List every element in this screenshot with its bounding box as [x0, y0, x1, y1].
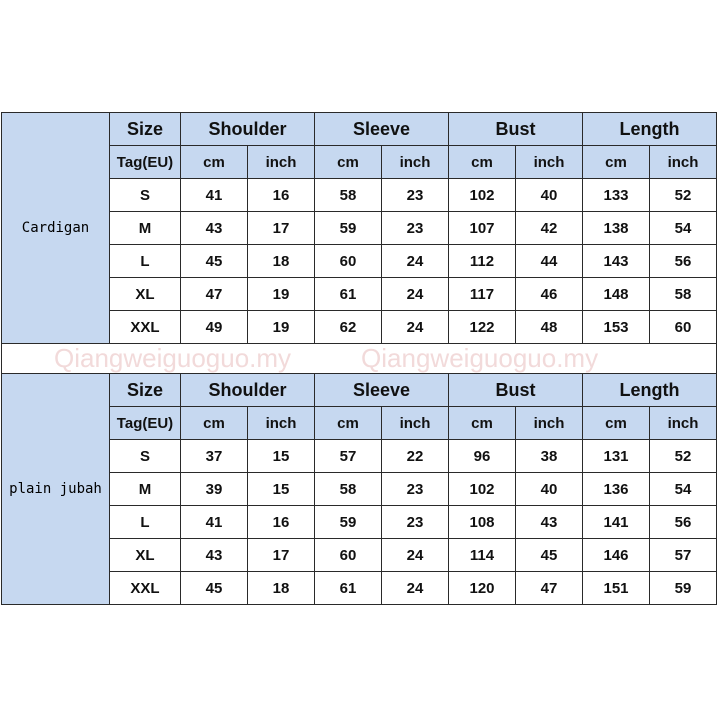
value-cell: 133: [583, 179, 650, 212]
value-cell: 24: [382, 539, 449, 572]
value-cell: 45: [516, 539, 583, 572]
value-cell: 40: [516, 473, 583, 506]
unit-cell: cm: [449, 407, 516, 440]
value-cell: 61: [315, 572, 382, 605]
value-cell: 15: [248, 473, 315, 506]
size-cell: XXL: [110, 572, 181, 605]
value-cell: 122: [449, 311, 516, 344]
value-cell: 120: [449, 572, 516, 605]
value-cell: 148: [583, 278, 650, 311]
value-cell: 146: [583, 539, 650, 572]
value-cell: 37: [181, 440, 248, 473]
unit-cell: inch: [516, 146, 583, 179]
size-cell: L: [110, 245, 181, 278]
unit-cell: cm: [449, 146, 516, 179]
value-cell: 117: [449, 278, 516, 311]
value-cell: 56: [650, 506, 717, 539]
value-cell: 112: [449, 245, 516, 278]
header-bust: Bust: [449, 113, 583, 146]
value-cell: 57: [315, 440, 382, 473]
category-label-plain-jubah: plain jubah: [2, 374, 110, 605]
unit-cell: inch: [248, 146, 315, 179]
unit-cell: cm: [315, 146, 382, 179]
unit-cell: cm: [181, 146, 248, 179]
value-cell: 102: [449, 179, 516, 212]
value-cell: 40: [516, 179, 583, 212]
value-cell: 141: [583, 506, 650, 539]
value-cell: 43: [516, 506, 583, 539]
value-cell: 56: [650, 245, 717, 278]
value-cell: 43: [181, 212, 248, 245]
value-cell: 24: [382, 311, 449, 344]
value-cell: 58: [650, 278, 717, 311]
value-cell: 54: [650, 212, 717, 245]
value-cell: 16: [248, 179, 315, 212]
value-cell: 102: [449, 473, 516, 506]
size-cell: M: [110, 473, 181, 506]
header-sleeve: Sleeve: [315, 374, 449, 407]
value-cell: 46: [516, 278, 583, 311]
value-cell: 43: [181, 539, 248, 572]
value-cell: 153: [583, 311, 650, 344]
value-cell: 22: [382, 440, 449, 473]
value-cell: 151: [583, 572, 650, 605]
unit-tag: Tag(EU): [110, 146, 181, 179]
unit-cell: inch: [248, 407, 315, 440]
value-cell: 96: [449, 440, 516, 473]
size-cell: S: [110, 440, 181, 473]
value-cell: 16: [248, 506, 315, 539]
unit-cell: inch: [650, 407, 717, 440]
value-cell: 24: [382, 245, 449, 278]
value-cell: 58: [315, 473, 382, 506]
watermark-text: Qiangweiguoguo.my: [361, 343, 599, 373]
value-cell: 23: [382, 179, 449, 212]
unit-tag: Tag(EU): [110, 407, 181, 440]
header-bust: Bust: [449, 374, 583, 407]
value-cell: 143: [583, 245, 650, 278]
value-cell: 52: [650, 440, 717, 473]
value-cell: 24: [382, 278, 449, 311]
watermark-text: Qiangweiguoguo.my: [54, 343, 292, 373]
value-cell: 39: [181, 473, 248, 506]
unit-cell: cm: [583, 146, 650, 179]
value-cell: 136: [583, 473, 650, 506]
value-cell: 44: [516, 245, 583, 278]
value-cell: 60: [315, 245, 382, 278]
value-cell: 17: [248, 539, 315, 572]
header-shoulder: Shoulder: [181, 113, 315, 146]
value-cell: 57: [650, 539, 717, 572]
value-cell: 59: [650, 572, 717, 605]
value-cell: 62: [315, 311, 382, 344]
value-cell: 60: [650, 311, 717, 344]
value-cell: 59: [315, 506, 382, 539]
size-cell: L: [110, 506, 181, 539]
header-length: Length: [583, 113, 717, 146]
value-cell: 45: [181, 245, 248, 278]
header-sleeve: Sleeve: [315, 113, 449, 146]
value-cell: 60: [315, 539, 382, 572]
value-cell: 38: [516, 440, 583, 473]
value-cell: 41: [181, 506, 248, 539]
size-chart-table: [1, 112, 717, 605]
value-cell: 23: [382, 506, 449, 539]
value-cell: 42: [516, 212, 583, 245]
size-cell: XL: [110, 278, 181, 311]
value-cell: 23: [382, 473, 449, 506]
header-size: Size: [110, 113, 181, 146]
value-cell: 45: [181, 572, 248, 605]
unit-cell: inch: [382, 146, 449, 179]
value-cell: 19: [248, 311, 315, 344]
value-cell: 52: [650, 179, 717, 212]
separator-row: [2, 344, 717, 374]
value-cell: 19: [248, 278, 315, 311]
value-cell: 131: [583, 440, 650, 473]
size-cell: XXL: [110, 311, 181, 344]
value-cell: 41: [181, 179, 248, 212]
value-cell: 138: [583, 212, 650, 245]
value-cell: 17: [248, 212, 315, 245]
value-cell: 24: [382, 572, 449, 605]
value-cell: 59: [315, 212, 382, 245]
size-cell: XL: [110, 539, 181, 572]
header-size: Size: [110, 374, 181, 407]
value-cell: 107: [449, 212, 516, 245]
value-cell: 47: [516, 572, 583, 605]
value-cell: 114: [449, 539, 516, 572]
size-cell: M: [110, 212, 181, 245]
size-cell: S: [110, 179, 181, 212]
unit-cell: cm: [315, 407, 382, 440]
header-length: Length: [583, 374, 717, 407]
value-cell: 61: [315, 278, 382, 311]
value-cell: 108: [449, 506, 516, 539]
value-cell: 18: [248, 572, 315, 605]
unit-cell: inch: [516, 407, 583, 440]
header-shoulder: Shoulder: [181, 374, 315, 407]
value-cell: 18: [248, 245, 315, 278]
value-cell: 49: [181, 311, 248, 344]
value-cell: 47: [181, 278, 248, 311]
value-cell: 54: [650, 473, 717, 506]
unit-cell: inch: [382, 407, 449, 440]
value-cell: 15: [248, 440, 315, 473]
value-cell: 48: [516, 311, 583, 344]
unit-cell: cm: [583, 407, 650, 440]
value-cell: 58: [315, 179, 382, 212]
unit-cell: cm: [181, 407, 248, 440]
unit-cell: inch: [650, 146, 717, 179]
value-cell: 23: [382, 212, 449, 245]
category-label-cardigan: Cardigan: [2, 113, 110, 344]
